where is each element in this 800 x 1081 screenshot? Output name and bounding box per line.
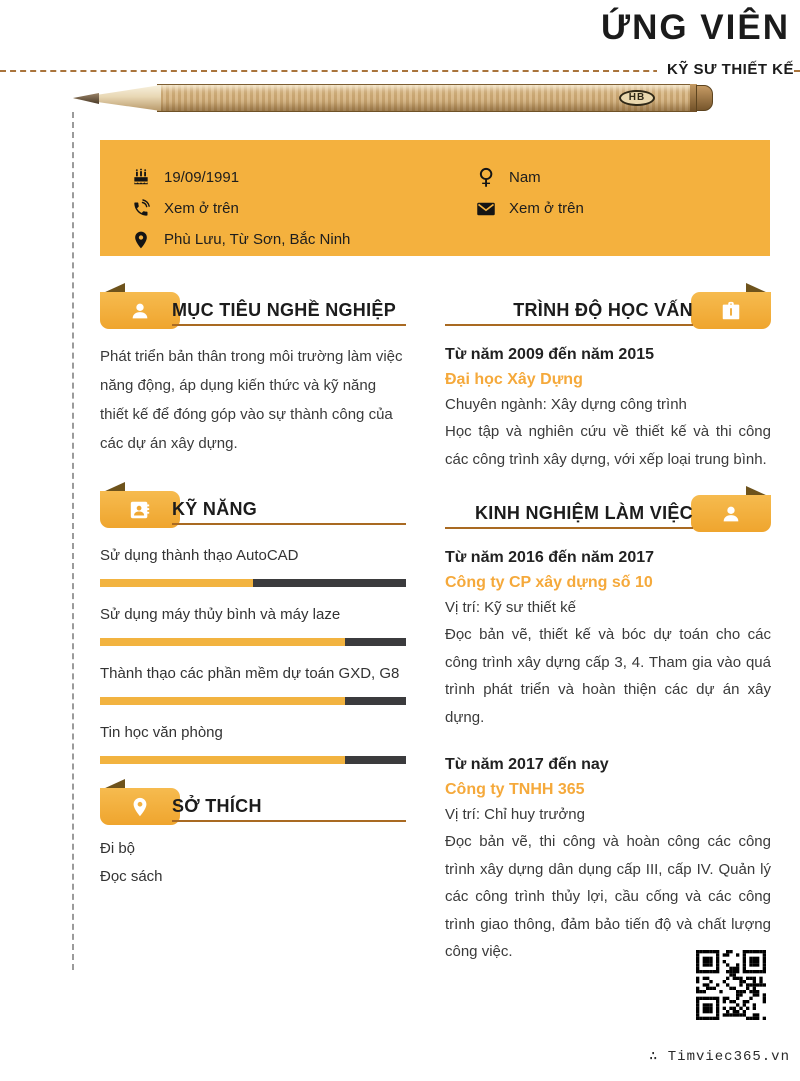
section-underline (445, 324, 693, 326)
hobby-item: Đi bộ (100, 840, 136, 857)
hobby-list (100, 835, 406, 891)
section-title: SỞ THÍCH (172, 796, 262, 816)
gender-value: Nam (509, 169, 541, 186)
skill-label: Thành thạo các phần mềm dự toán GXD, G8 (100, 665, 400, 682)
section-header-education (445, 283, 771, 329)
skill-bar-fill (100, 579, 253, 587)
skill-item (100, 543, 406, 587)
phone-row (130, 193, 475, 224)
address-value: Phù Lưu, Từ Sơn, Bắc Ninh (164, 231, 351, 248)
page-title: ỨNG VIÊN (601, 8, 790, 47)
phone-value: Xem ở trên (164, 200, 239, 217)
gender-icon: ♀ (477, 164, 495, 190)
section-title: MỤC TIÊU NGHỀ NGHIỆP (172, 300, 397, 320)
section-underline (172, 820, 406, 822)
section-header-skills (100, 482, 406, 528)
qr-code (696, 950, 766, 1020)
gender-row (475, 162, 770, 193)
pencil-body (157, 84, 693, 112)
entry-major: Chuyên ngành: Xây dựng công trình (445, 396, 687, 413)
skill-bar (100, 697, 406, 705)
section-header-hobbies (100, 779, 406, 825)
contact-right-column (475, 162, 770, 256)
person-icon (691, 495, 771, 532)
education-entry (445, 343, 771, 473)
email-row (475, 193, 770, 224)
person-icon (100, 292, 180, 329)
skill-bar (100, 579, 406, 587)
experience-entry (445, 753, 771, 966)
briefcase-icon (691, 292, 771, 329)
pencil-hb-stamp: HB (619, 90, 655, 106)
skill-item (100, 661, 406, 705)
left-column (100, 283, 406, 891)
pencil-cap (696, 85, 713, 111)
entry-period: Từ năm 2017 đến nay (445, 756, 609, 773)
entry-company: Công ty CP xây dựng số 10 (445, 574, 653, 591)
section-title: KINH NGHIỆM LÀM VIỆC (474, 503, 693, 523)
section-underline (172, 324, 406, 326)
section-header-objective (100, 283, 406, 329)
location-pin-icon (100, 788, 180, 825)
entry-period: Từ năm 2009 đến năm 2015 (445, 346, 655, 363)
email-value: Xem ở trên (509, 200, 584, 217)
skill-bar-fill (100, 638, 345, 646)
birthday-row (130, 162, 475, 193)
address-row (130, 224, 475, 255)
section-underline (172, 523, 406, 525)
section-header-experience (445, 486, 771, 532)
birthday-cake-icon (130, 167, 152, 189)
site-watermark: ∴ Timviec365.vn (648, 1049, 790, 1065)
pencil-lead (73, 93, 99, 104)
entry-position: Vị trí: Kỹ sư thiết kế (445, 599, 576, 616)
page-subtitle: KỸ SƯ THIẾT KẾ (657, 61, 794, 78)
section-title: KỸ NĂNG (172, 499, 258, 519)
entry-description: Học tập và nghiên cứu về thiết kế và thi công các công trình xây dựng, với xếp loại trung bình. (445, 423, 771, 468)
entry-company: Công ty TNHH 365 (445, 781, 585, 798)
entry-description: Đọc bản vẽ, thi công và hoàn công các công trình xây dựng dân dụng cấp III, cấp IV. Quản lý các công trình thủy lợi, cầu cống và các công trình giao thông, đảm bảo tiến độ và chất lượng công việc. (445, 833, 771, 960)
skill-label: Sử dụng máy thủy bình và máy laze (100, 606, 341, 623)
skill-bar (100, 638, 406, 646)
envelope-icon (475, 198, 497, 220)
contact-left-column (130, 162, 475, 256)
skill-label: Tin học văn phòng (100, 724, 223, 741)
skill-label: Sử dụng thành thạo AutoCAD (100, 547, 299, 564)
experience-entry (445, 546, 771, 731)
phone-icon (130, 198, 152, 220)
location-pin-icon (130, 229, 152, 251)
objective-text: Phát triển bản thân trong môi trường làm việc năng động, áp dụng kiến thức và kỹ năng thiết kế để đóng góp vào sự thành công của các dự án xây dựng. (100, 348, 403, 452)
entry-school: Đại học Xây Dựng (445, 371, 583, 388)
skill-bar-fill (100, 697, 345, 705)
skill-item (100, 720, 406, 764)
entry-description: Đọc bản vẽ, thiết kế và bóc dự toán cho các công trình xây dựng cấp 3, 4. Tham gia vào quá trình phát triển và hoàn thiện các dự án xây dựng. (445, 626, 771, 726)
contact-box (100, 140, 770, 256)
vertical-dashed-guide (72, 112, 74, 970)
right-column (445, 283, 771, 966)
skill-bar-fill (100, 756, 345, 764)
hobby-item: Đọc sách (100, 868, 163, 885)
skill-item (100, 602, 406, 646)
birthday-value: 19/09/1991 (164, 169, 240, 186)
section-title: TRÌNH ĐỘ HỌC VẤN (513, 300, 693, 320)
entry-position: Vị trí: Chỉ huy trưởng (445, 806, 585, 823)
pencil-illustration (73, 84, 713, 112)
contact-card-icon (100, 491, 180, 528)
skill-bar (100, 756, 406, 764)
entry-period: Từ năm 2016 đến năm 2017 (445, 549, 655, 566)
section-underline (445, 527, 693, 529)
